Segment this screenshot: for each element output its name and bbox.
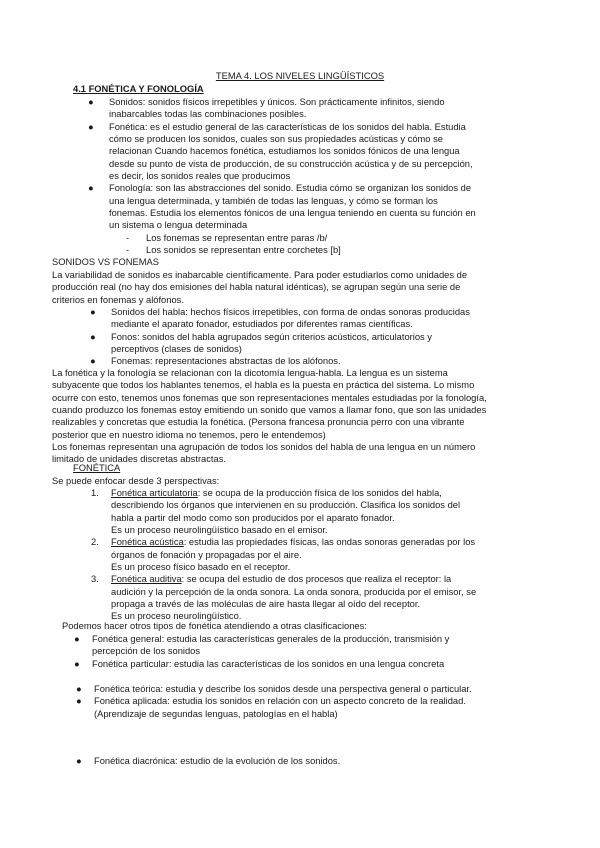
bullet-icon: ● (74, 658, 80, 669)
dash-icon: - (126, 232, 130, 243)
term: Fonética auditiva (111, 574, 182, 585)
list-item-line: cómo se producen los sonidos, cuales son sus propiedades acústicas y cómo se (109, 134, 443, 145)
list-item: ● Fonemas: representaciones abstractas de los alófonos. (90, 356, 341, 367)
section-heading-sonidos-vs-fonemas: SONIDOS VS FONEMAS (52, 257, 159, 267)
list-item (82, 96, 522, 121)
bullet-icon: ● (76, 696, 82, 707)
term: Fonética articulatoria (111, 488, 198, 498)
list-item-line: es decir, los sonidos reales que producimos (109, 171, 291, 182)
list-item: ● Fonética particular: estudia las características de los sonidos en una lengua concreta (74, 658, 445, 669)
section-heading-fonetica-fonologia: 4.1 FONÉTICA Y FONOLOGÍA (73, 84, 204, 94)
list-item: 3. Fonética auditiva: se ocupa del estudio de dos procesos que realiza el receptor: la audición y la percepción de la onda sonora. La onda sonora, producida por el emisor, se propaga a través de las moléculas de aire hasta llegar al oído del receptor. Es un proceso neurolingüístico. (91, 574, 477, 622)
paragraph-lengua-habla: La fonética y la fonología se relacionan con la dicotomía lengua-habla. La lengua es un sistema subyacente que todos los hablantes tenemos, el habla es la puesta en práctica del sistema. Lo mismo ocurre con esto, tenemos unos fonemas que son representaciones mentales estudiadas por la fonología, cuando produzco los fonemas estoy emitiendo un sonido que vamos a llamar fono, que son las unidades realizables y concretas que estudia la fonética. (Persona francesa pronuncia perro con una vibrante posterior que en nuestro idioma no tenemos, pero le entendemos) Los fonemas representan una agrupación de todos los sonidos del habla de una lengua en un número limitado de unidades discretas abstractas. (52, 368, 487, 465)
list-item-line: fonemas. Estudia los elementos fónicos de una lengua teniendo en cuenta su función en (109, 208, 476, 219)
list-item-line: Fonología: son las abstracciones del sonido. Estudia cómo se organizan los sonidos de (109, 183, 472, 194)
list-item: ● Fonética aplicada: estudia los sonidos en relación con un aspecto concreto de la realidad. (Aprendizaje de segundas lenguas, patologías en el habla) (76, 696, 466, 719)
bullet-icon: ● (76, 756, 82, 766)
list-item-line: inabarcables todas las combinaciones posibles. (109, 109, 307, 120)
fonetica-intro: Se puede enfocar desde 3 perspectivas: (52, 476, 220, 486)
bullet-icon: ● (90, 331, 96, 342)
list-item-line: Sonidos: sonidos físicos irrepetibles y únicos. Son prácticamente infinitos, siendo (109, 97, 445, 107)
paragraph-intro: La variabilidad de sonidos es inabarcable científicamente. Para poder estudiarlos como unidades de producción real (no hay dos emisiones del habla natural idénticas), se agrupan según una serie de criterios en fonemas y alófonos. (52, 270, 468, 305)
list-item: 1. Fonética articulatoria: se ocupa de la producción física de los sonidos del habla, describiendo los órganos que intervienen en su producción. Clasifica los sonidos del habla a partir del modo como son producidos por el aparato fonador. Es un proceso neurolingüístico basado en el emisor. (91, 488, 461, 536)
bullet-icon: ● (88, 183, 94, 194)
diacronica-list (76, 755, 546, 767)
list-item-line: una lengua determinada, y también de todas las lenguas, y cómo se forman los (109, 195, 438, 206)
dash-list-item: - Los sonidos se representan entre corchetes [b] (126, 245, 341, 256)
bullet-icon: ● (76, 684, 82, 694)
sonidos-bullet-list (84, 306, 524, 368)
list-item: ● Fonos: sonidos del habla agrupados según criterios acústicos, articulatorios y perceptivos (clases de sonidos) (90, 331, 432, 355)
list-item: ● Fonética teórica: estudia y describe los sonidos desde una perspectiva general o particular. (76, 684, 472, 694)
section-heading-fonetica: FONÉTICA (73, 463, 121, 473)
bullet-icon: ● (90, 356, 96, 367)
bullet-icon: ● (88, 97, 94, 107)
bullet-icon: ● (90, 307, 96, 317)
section-41-bullet-list (82, 96, 522, 256)
list-item (82, 121, 522, 183)
list-item-line: relacionan Cuando hacemos fonética, estudiamos los sonidos fónicos de una lengua (109, 146, 460, 157)
dash-icon: - (126, 245, 130, 256)
list-item-line: Fonética: es el estudio general de las características de los sonidos del habla. Estudia (109, 121, 466, 132)
perspectivas-numbered-list (91, 487, 531, 623)
list-item-line: desde su punto de vista de producción, de su construcción acústica y de su percepción, (109, 158, 473, 169)
item-number: 1. (91, 488, 99, 498)
general-particular-list (72, 633, 542, 670)
item-number: 3. (91, 574, 99, 585)
item-number: 2. (91, 537, 99, 548)
list-item-line: un sistema o lengua determinada (109, 220, 248, 231)
term: Fonética acústica (111, 537, 184, 548)
teorica-aplicada-list (76, 683, 546, 720)
list-item: ● Fonética general: estudia las características generales de la producción, transmisión y percepción de los sonidos (74, 634, 450, 657)
dash-list-item: - Los fonemas se representan entre paras /b/ (126, 232, 328, 243)
list-item: ● Sonidos del habla: hechos físicos irrepetibles, con forma de ondas sonoras producidas mediante el aparato fonador, estudiados por diferentes ramas científicas. (90, 307, 470, 330)
bullet-icon: ● (74, 634, 80, 644)
document-title: TEMA 4. LOS NIVELES LINGÜÍSTICOS (215, 70, 385, 81)
list-item (82, 182, 522, 231)
list-item: ● Fonética diacrónica: estudio de la evolución de los sonidos. (76, 756, 341, 766)
bullet-icon: ● (88, 121, 94, 132)
list-item: 2. Fonética acústica: estudia las propiedades físicas, las ondas sonoras generadas por los órganos de fonación y propagadas por el aire. Es un proceso físico basado en el receptor. (91, 537, 476, 573)
otras-clasificaciones-intro: Podemos hacer otros tipos de fonética atendiendo a otras clasificaciones: (62, 621, 367, 631)
